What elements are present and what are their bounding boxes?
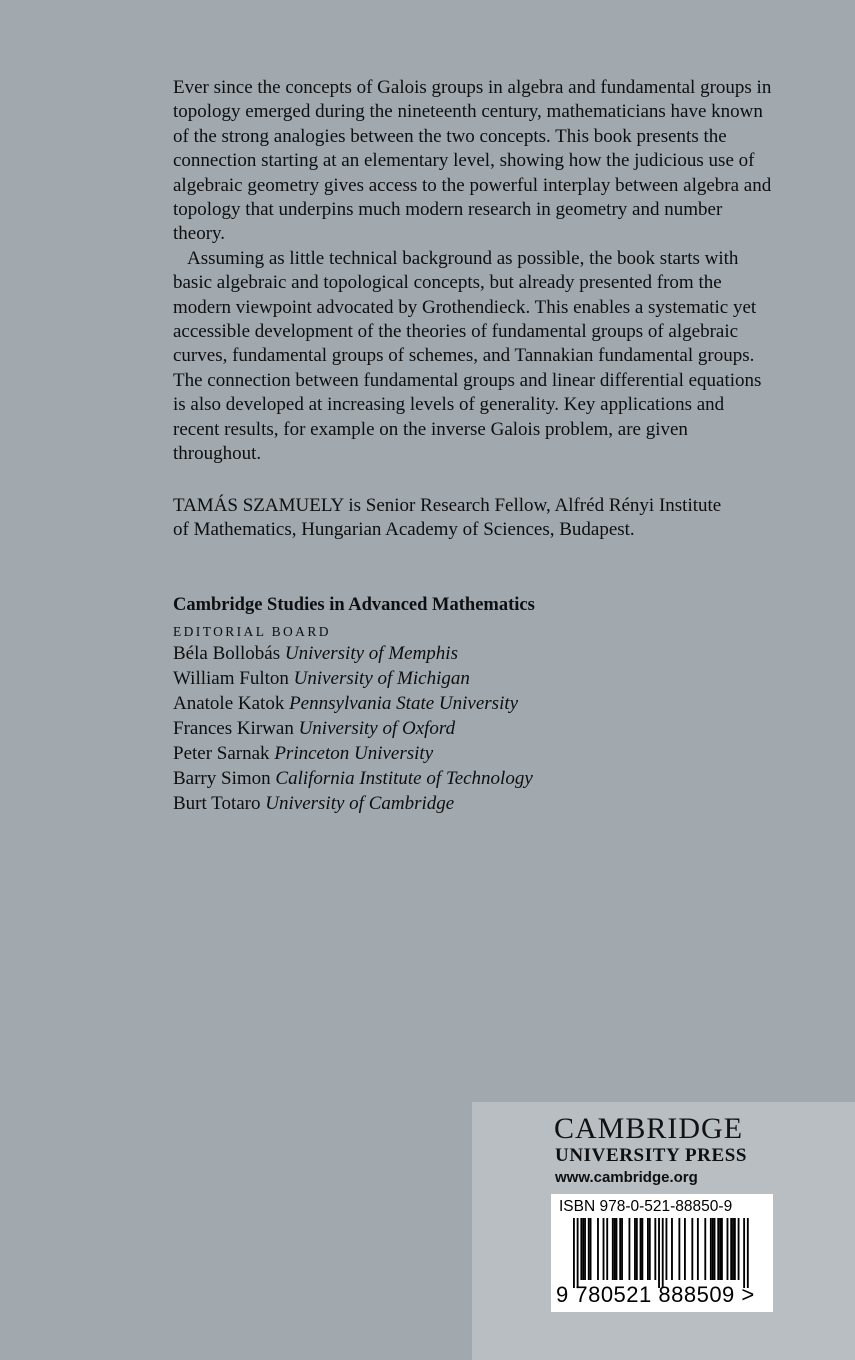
barcode-bar bbox=[590, 1218, 592, 1280]
author-bio-line-1: TAMÁS SZAMUELY is Senior Research Fellow, Alfréd Rényi Institute bbox=[173, 495, 722, 516]
member-name: Frances Kirwan bbox=[173, 718, 294, 739]
barcode-bar bbox=[743, 1218, 745, 1288]
barcode-bar bbox=[714, 1218, 716, 1280]
barcode-bar bbox=[730, 1218, 732, 1280]
barcode-bar bbox=[721, 1218, 723, 1280]
barcode-bar bbox=[614, 1218, 616, 1280]
barcode-bar bbox=[573, 1218, 575, 1288]
member-affiliation: Pennsylvania State University bbox=[289, 693, 519, 714]
barcode-bar bbox=[662, 1218, 664, 1288]
barcode-bar bbox=[654, 1218, 656, 1280]
board-member bbox=[173, 641, 773, 666]
member-affiliation: University of Memphis bbox=[284, 643, 458, 664]
barcode-bar bbox=[616, 1218, 618, 1280]
barcode-bar bbox=[691, 1218, 693, 1280]
member-name: Anatole Katok bbox=[173, 693, 285, 714]
member-name: Béla Bollobás bbox=[173, 643, 281, 664]
barcode-bar bbox=[629, 1218, 631, 1280]
barcode-bar bbox=[588, 1218, 590, 1280]
series-title: Cambridge Studies in Advanced Mathematics bbox=[173, 595, 535, 615]
member-name: William Fulton bbox=[173, 668, 289, 689]
barcode-bar bbox=[603, 1218, 605, 1280]
barcode-bar bbox=[640, 1218, 642, 1280]
barcode-bar bbox=[584, 1218, 586, 1280]
barcode-bar bbox=[658, 1218, 660, 1288]
board-member bbox=[173, 666, 773, 691]
member-affiliation: University of Oxford bbox=[298, 718, 456, 739]
publisher-logo-name: CAMBRIDGE bbox=[554, 1112, 744, 1145]
barcode-bar bbox=[727, 1218, 729, 1280]
member-name: Barry Simon bbox=[173, 768, 271, 789]
barcode-bar bbox=[619, 1218, 621, 1280]
publisher-panel bbox=[472, 1102, 855, 1360]
barcode-bar bbox=[649, 1218, 651, 1280]
barcode-bar bbox=[636, 1218, 638, 1280]
publisher-press-label: UNIVERSITY PRESS bbox=[555, 1145, 748, 1166]
barcode-bar bbox=[684, 1218, 686, 1280]
barcode-bar bbox=[634, 1218, 636, 1280]
member-affiliation: California Institute of Technology bbox=[275, 768, 533, 789]
barcode-bar bbox=[647, 1218, 649, 1280]
author-bio bbox=[173, 494, 813, 543]
board-member bbox=[173, 716, 773, 741]
isbn-barcode bbox=[551, 1194, 773, 1312]
author-bio-line-2: of Mathematics, Hungarian Academy of Sciences, Budapest. bbox=[173, 519, 635, 541]
barcode-bar bbox=[717, 1218, 719, 1280]
member-affiliation: Princeton University bbox=[274, 743, 434, 764]
member-affiliation: University of Cambridge bbox=[265, 793, 455, 814]
isbn-label: ISBN 978-0-521-88850-9 bbox=[559, 1198, 733, 1215]
barcode-bar bbox=[597, 1218, 599, 1280]
board-member bbox=[173, 691, 773, 716]
barcode-bar bbox=[734, 1218, 736, 1280]
barcode-bar bbox=[732, 1218, 734, 1280]
board-member bbox=[173, 791, 773, 816]
barcode-bar bbox=[704, 1218, 706, 1280]
board-member bbox=[173, 766, 773, 791]
barcode-bar bbox=[697, 1218, 699, 1280]
barcode-bar bbox=[580, 1218, 582, 1280]
barcode-bar bbox=[671, 1218, 673, 1280]
barcode-bar bbox=[719, 1218, 721, 1280]
barcode-bar bbox=[712, 1218, 714, 1280]
editorial-board-list bbox=[173, 641, 773, 816]
description-paragraph-1: Ever since the concepts of Galois groups in algebra and fundamental groups in topology emerged during the nineteenth century, mathematicians have known of the strong analogies between the two concepts. This book presents the connection starting at an elementary level, showing how the judicious use of algebraic geometry gives access to the powerful interplay between algebra and topology that underpins much modern research in geometry and number theory. bbox=[173, 77, 772, 245]
book-description bbox=[173, 76, 773, 467]
barcode-digits: 9 780521 888509 > bbox=[556, 1282, 755, 1307]
barcode-bar bbox=[710, 1218, 712, 1280]
editorial-board-heading: EDITORIAL BOARD bbox=[173, 624, 331, 639]
barcode-bar bbox=[577, 1218, 579, 1288]
member-name: Peter Sarnak bbox=[173, 743, 270, 764]
barcode-bar bbox=[641, 1218, 643, 1280]
barcode-bar bbox=[738, 1218, 740, 1280]
member-name: Burt Totaro bbox=[173, 793, 261, 814]
description-paragraph-2: Assuming as little technical background as possible, the book starts with basic algebraic and topological concepts, but already presented from the modern viewpoint advocated by Grothendieck. This enables a systematic yet accessible development of the theories of fundamental groups of algebraic curves, fundamental groups of schemes, and Tannakian fundamental groups. The connection between fundamental groups and linear differential equations is also developed at increasing levels of generality. Key applications and recent results, for example on the inverse Galois problem, are given throughout. bbox=[173, 247, 762, 465]
barcode-bar bbox=[582, 1218, 584, 1280]
barcode-bar bbox=[606, 1218, 608, 1280]
barcode-bar bbox=[666, 1218, 668, 1280]
barcode-bar bbox=[678, 1218, 680, 1280]
barcode-bar bbox=[747, 1218, 749, 1288]
series-block bbox=[173, 593, 773, 816]
member-affiliation: University of Michigan bbox=[293, 668, 470, 689]
publisher-url[interactable]: www.cambridge.org bbox=[555, 1169, 698, 1186]
barcode-bar bbox=[612, 1218, 614, 1280]
board-member bbox=[173, 741, 773, 766]
barcode-bar bbox=[621, 1218, 623, 1280]
